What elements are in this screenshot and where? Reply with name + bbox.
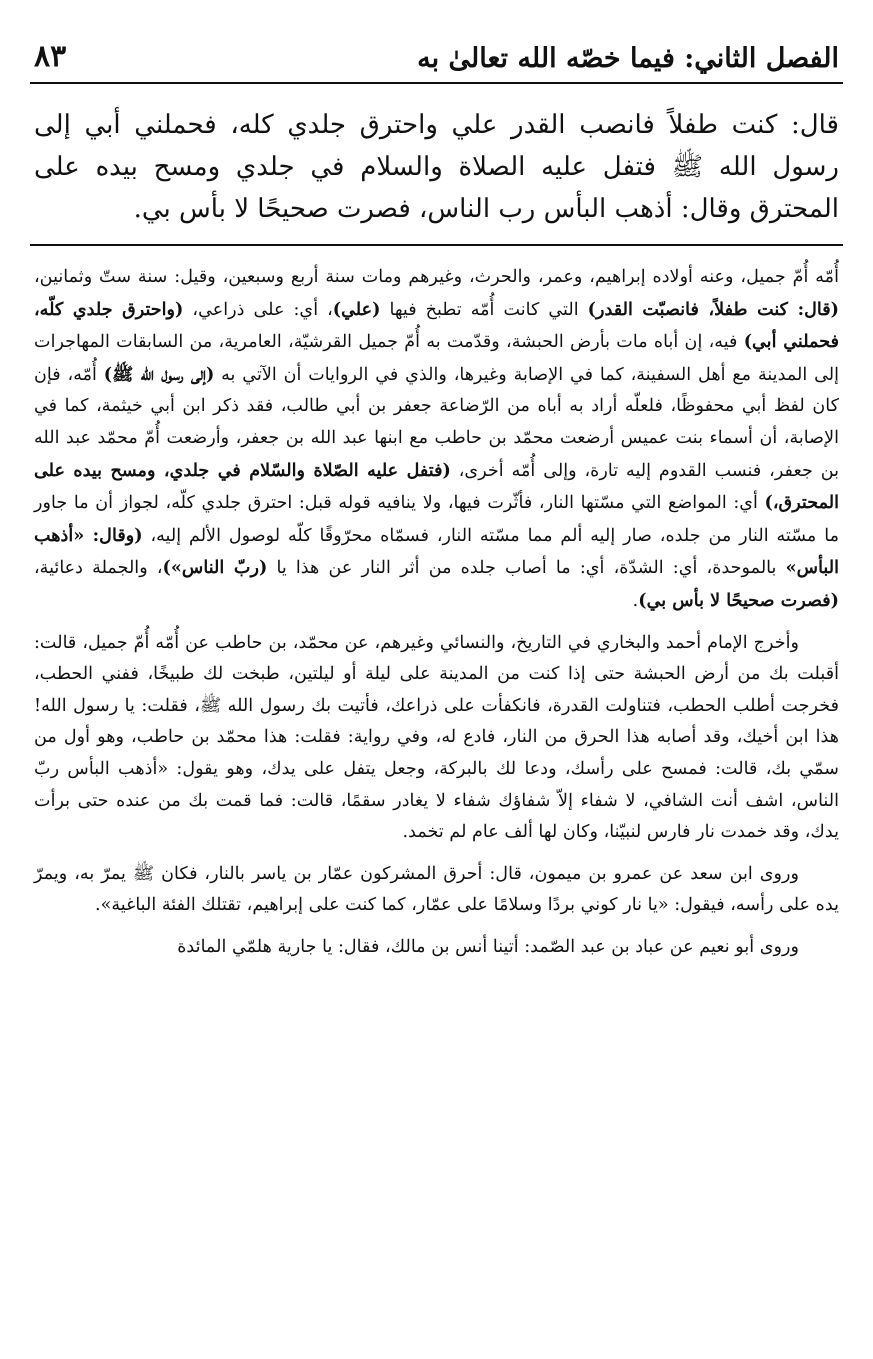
commentary-segment: بالموحدة، أي: الشدّة، أي: ما أصاب جلده من أثر النار عن هذا يا: [267, 558, 786, 579]
quoted-matn-segment: (وقال: «أذهب البأس»: [34, 524, 839, 579]
commentary-segment: ، والجملة دعائية،: [34, 558, 163, 579]
quoted-matn-segment: (ربّ الناس»): [162, 557, 268, 579]
quoted-matn-segment: (قال: كنت طفلاً، فانصبّت القدر): [587, 298, 839, 320]
quoted-matn-segment: (إلى رسول الله ﷺ): [103, 363, 215, 385]
matn-text: قال: كنت طفلاً فانصب القدر علي واحترق جلدي كله، فحملني أبي إلى رسول الله ﷺ فتفل عليه الصلاة والسلام في جلدي ومسح بيده على المحترق وقال: أذهب البأس رب الناس، فصرت صحيحًا لا بأس بي.: [30, 84, 843, 246]
book-page: [30, 22, 843, 973]
commentary-segment: أُمّه، فإن كان لفظ أبي محفوظًا، فلعلّه أراد به أباه من الرّضاعة جعفر بن أبي طالب، فقد ذكر ابن أبي خيثمة، كما في الإصابة، أن أسماء بنت عميس أرضعت محمّد بن حاطب مع ابنها عبد الله بن جعفر، وأرضعت أُمّ محمّد عبد الله بن جعفر، فنسب القدوم إليه تارة، وإلى أُمّه أخرى،: [34, 364, 839, 481]
commentary-segment: أي: المواضع التي مسّتها النار، فأثّرت فيها، ولا ينافيه قوله قبل: احترق جلدي كلّه، لجواز أن ما جاور ما مسّته النار من جلده، صار إليه ألم مما مسّته النار، فسمّاه محرّوقًا كلّه لوصول الألم إليه،: [34, 493, 839, 546]
commentary-paragraph-2: وأخرج الإمام أحمد والبخاري في التاريخ، والنسائي وغيرهم، عن محمّد، بن حاطب عن أُمّه أُمّ جميل، قالت: أقبلت بك من أرض الحبشة حتى إذا كنت من المدينة على ليلة أو ليلتين، طبخت لك طبيخًا، ففني الحطب، فخرجت أطلب الحطب، فتناولت القدرة، فانكفأت على ذراعك، فأتيت بك رسول الله ﷺ، فقلت: يا رسول الله! هذا ابن أخيك، وقد أصابه هذا الحرق من النار، فادع له، وفي رواية: فقلت: هذا محمّد بن حاطب، وهو أول من سمّي بك، قالت: فمسح على رأسك، ودعا لك بالبركة، وجعل يتفل على يدك، وهو يقول: «أذهب البأس ربّ الناس، اشف أنت الشافي، لا شفاء إلاّ شفاؤك شفاء لا يغادر سقمًا، قالت: فما قمت بك من عنده حتى برأت يدك، وقد خمدت نار فارس لنبيّنا، وكان لها ألف عام لم تخمد.: [34, 632, 839, 843]
commentary-paragraph-1: [30, 262, 843, 618]
commentary-paragraph-4: وروى أبو نعيم عن عباد بن عبد الصّمد: أتينا أنس بن مالك، فقال: يا جارية هلمّي المائدة: [177, 936, 799, 957]
commentary-paragraph-3: وروى ابن سعد عن عمرو بن ميمون، قال: أحرق المشركون عمّار بن ياسر بالنار، فكان ﷺ يمرّ به، ويمرّ يده على رأسه، فيقول: «يا نار كوني بردًا وسلامًا على عمّار، كما كنت على إبراهيم، تقتلك الفئة الباغية».: [34, 863, 839, 916]
commentary-segment: التي كانت أُمّه تطبخ فيها: [380, 299, 588, 320]
commentary-segment: أُمّه أُمّ جميل، وعنه أولاده إبراهيم، وعمر، والحرث، وغيرهم ومات سنة أربع وسبعين، وقيل: سنة ستّ وثمانين،: [34, 267, 839, 287]
quoted-matn-segment: (فتفل عليه الصّلاة والسّلام في جلدي، ومسح بيده على المحترق،): [34, 459, 839, 514]
running-header: [30, 22, 843, 84]
quoted-matn-segment: (فصرت صحيحًا لا بأس بي): [638, 589, 839, 611]
page-number: ٨٣: [34, 39, 67, 74]
commentary-segment: فيه، إن أباه مات بأرض الحبشة، وقدّمت به أُمّ جميل القرشيّة، العامرية، من السابقات المهاجرات إلى المدينة مع أهل السفينة، كما في الإصابة وغيرها، والذي في الروايات أن الآتي به: [34, 332, 839, 385]
commentary-segment: .: [632, 590, 639, 611]
chapter-title: الفصل الثاني: فيما خصّه الله تعالىٰ به: [417, 43, 839, 74]
quoted-matn-segment: (واحترق جلدي كلّه، فحملني أبي): [34, 298, 839, 353]
commentary: [30, 246, 843, 963]
quoted-matn-segment: (علي): [332, 298, 381, 320]
commentary-segment: ، أي: على ذراعي،: [183, 299, 333, 320]
